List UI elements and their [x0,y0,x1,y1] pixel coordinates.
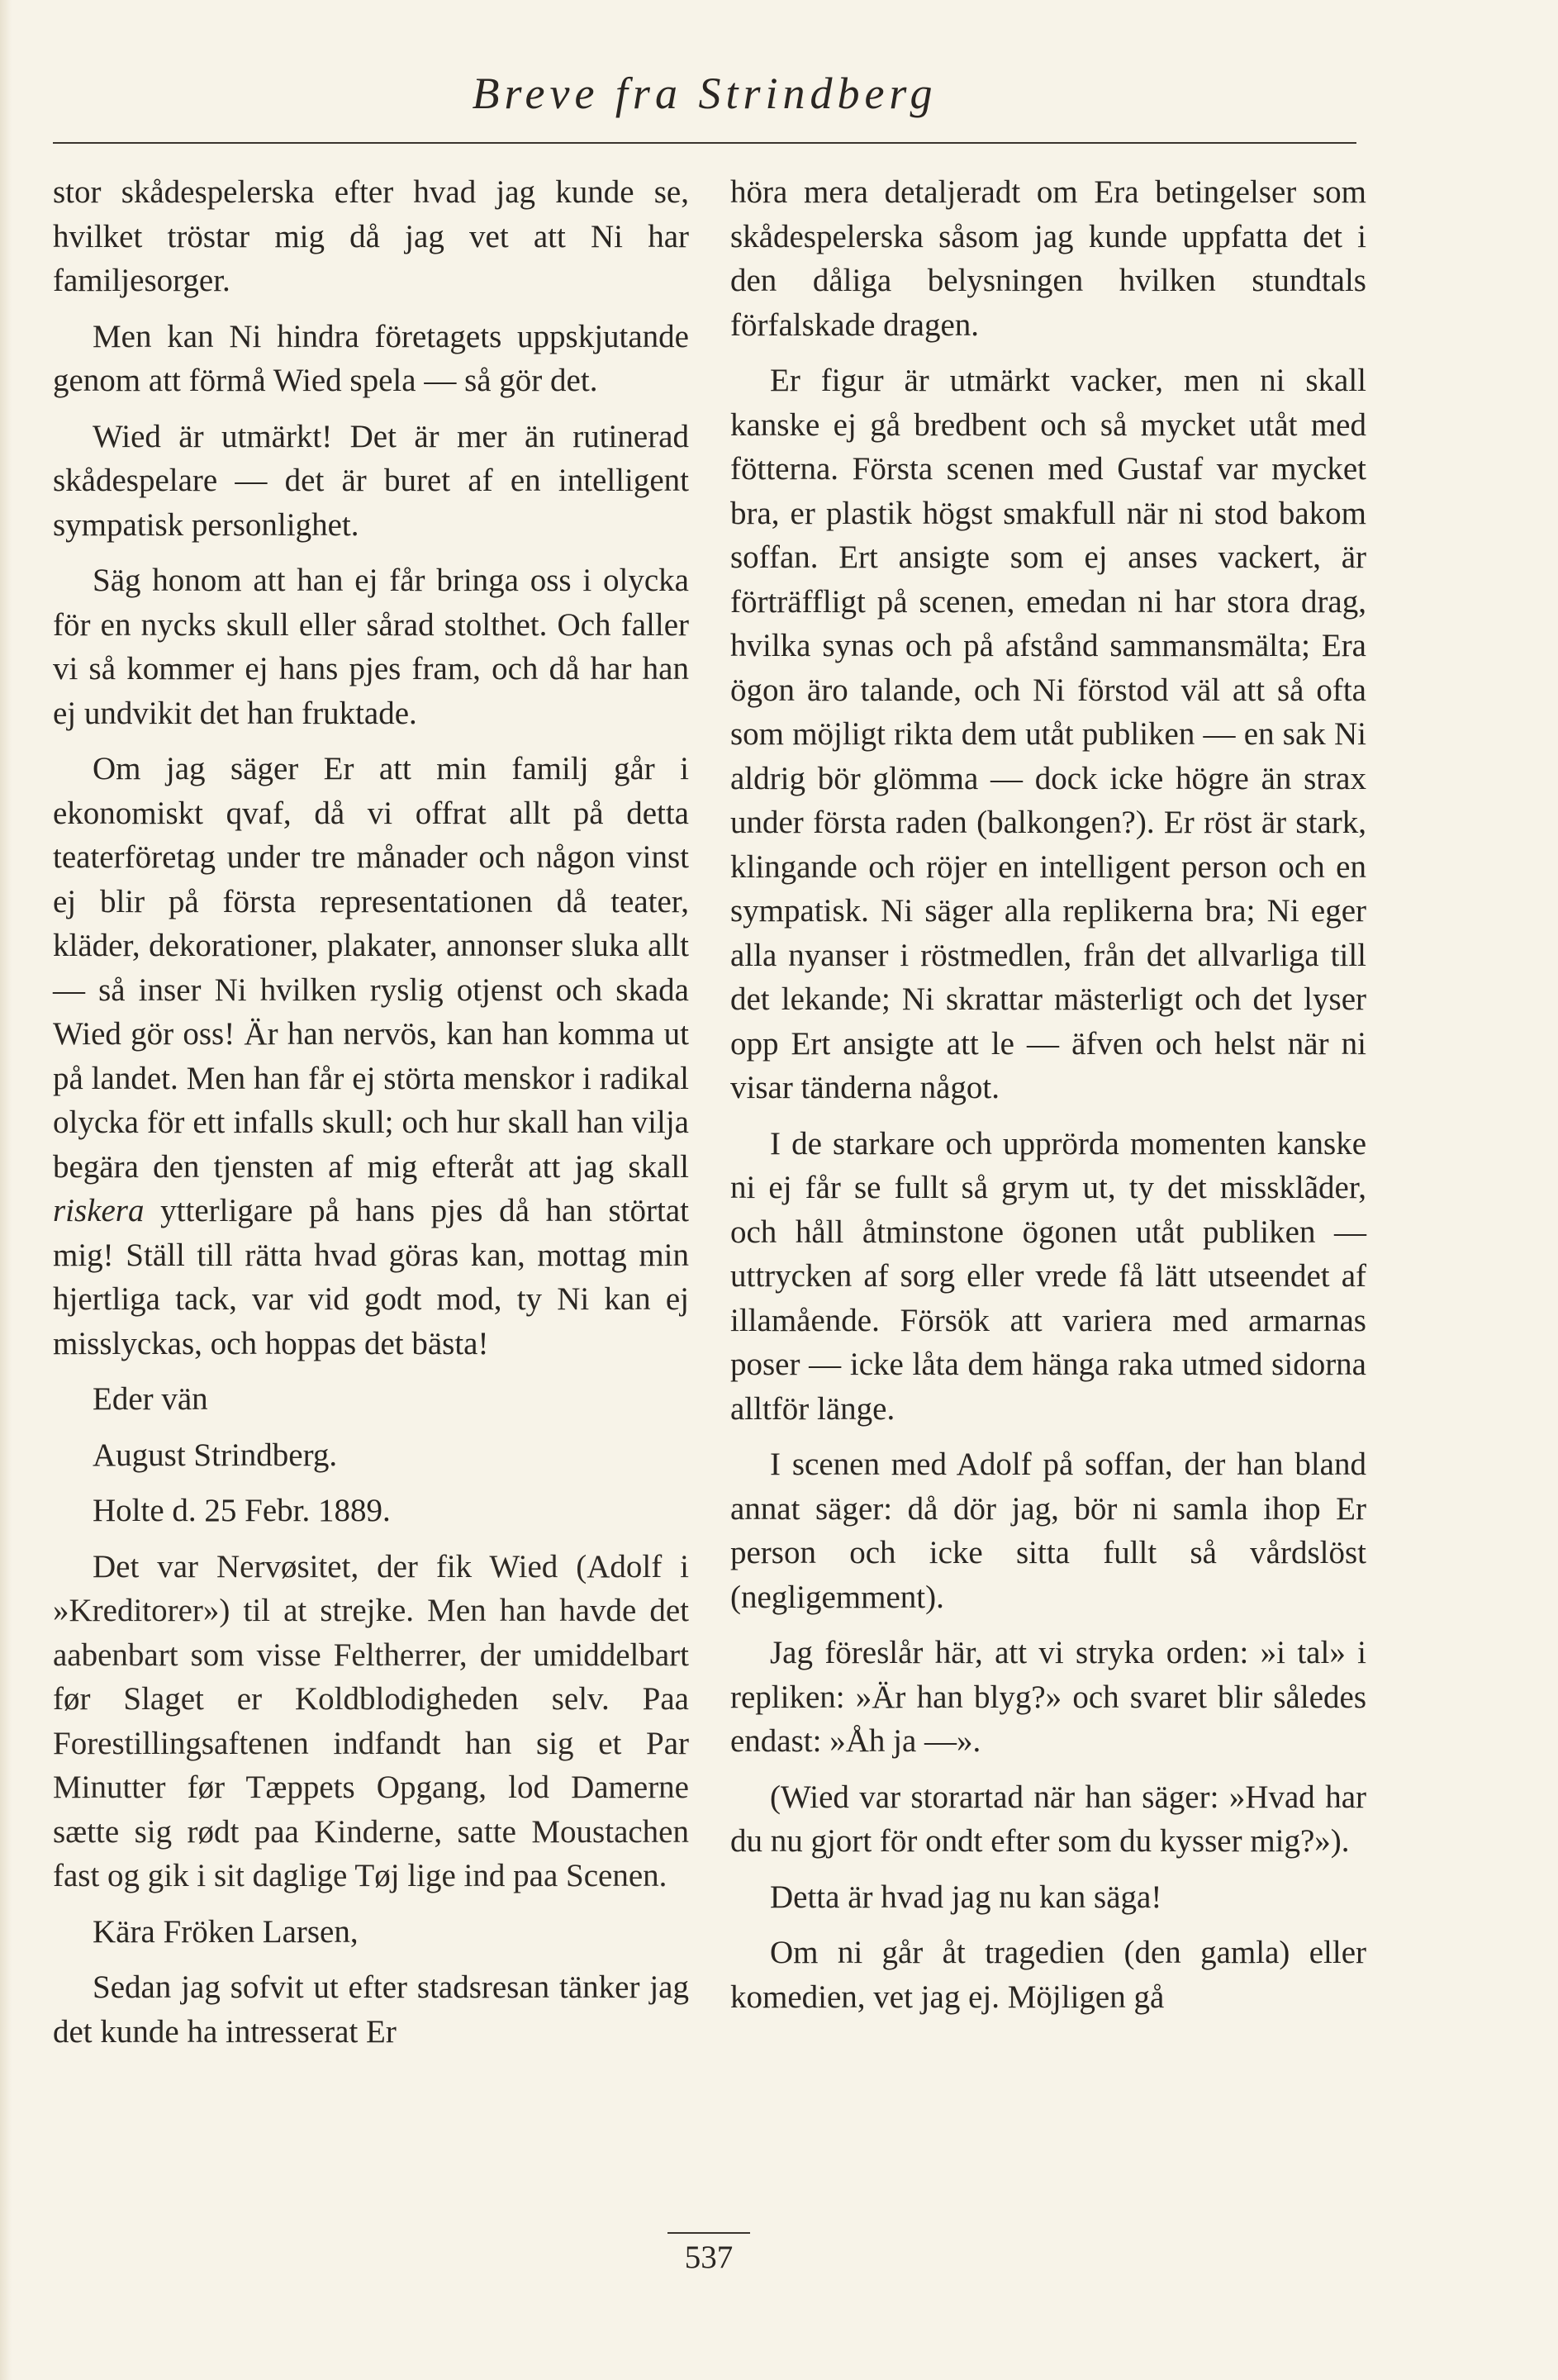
header-rule [53,142,1356,144]
signature-closing: Eder vän [93,1381,208,1417]
paragraph: Sedan jag sofvit ut efter stadsresan tänker jag det kunde ha intresserat Er [53,1969,689,2050]
page-edge-shadow [0,0,12,2380]
paragraph: Wied är utmärkt! Det är mer än rutinerad skådespelare — det är buret af en intelligent sympatisk personlighet. [53,418,689,543]
running-header: Breve fra Strindberg [472,69,938,118]
paragraph-text: Om jag säger Er att min familj går i ekonomiskt qvaf, då vi offrat allt på detta teaterföretag under tre månader och någon vinst ej blir på första representationen då teater, kläder, dekorationer, plakater, annonser sluka allt — så inser Ni hvilken ryslig otjenst och skada Wied gör oss! Är han nervös, kan han komma ut på landet. Men han får ej störta menskor i radikal olycka för ett infalls skull; och hur skall han vilja begära den tjensten af mig efteråt att jag skall [53,751,689,1185]
signature-name: August Strindberg. [93,1437,338,1473]
paragraph: Jag föreslår här, att vi stryka orden: »i tal» i repliken: »Är han blyg?» och svaret blir således endast: »Åh ja —». [730,1635,1366,1759]
right-column [730,170,1366,2031]
emphasized-word: riskera [53,1193,145,1228]
page-number-rule [667,2232,750,2234]
left-column [53,170,689,2065]
paragraph: Detta är hvad jag nu kan säga! [770,1879,1162,1915]
salutation: Kära Fröken Larsen, [93,1913,359,1950]
paragraph: Men kan Ni hindra företagets uppskjutande genom att förmå Wied spela — så gör det. [53,318,689,398]
paragraph: I scenen med Adolf på soffan, der han bland annat säger: då dör jag, bör ni samla ihop Er person och icke sitta fullt så vårdslöst (negligemment). [730,1447,1366,1615]
page-number: 537 [684,2240,734,2275]
paragraph: I de starkare och upprörda momenten kanske ni ej får se fullt så grym ut, ty det missklãder, och håll åtminstone ögonen utåt publiken — uttrycken af sorg eller vrede få lätt utseendet af illamående. Försök att variera med armarnas poser — icke låta dem hänga raka utmed sidorna alltför länge. [730,1125,1366,1427]
signature-date: Holte d. 25 Febr. 1889. [93,1493,391,1528]
paragraph: Er figur är utmärkt vacker, men ni skall kanske ej gå bredbent och så mycket utåt med fötterna. Första scenen med Gustaf var mycket bra, er plastik högst smakfull när ni stod bakom soffan. Ert ansigte som ej anses vackert, är förträffligt på scenen, emedan ni har stora drag, hvilka synas och på afstånd sammansmälta; Era ögon äro talande, och Ni förstod väl att så ofta som möjligt rikta dem utåt publiken — en sak Ni aldrig bör glömma — dock icke högre än strax under första raden (balkongen?). Er röst är stark, klingande och röjer en intelligent person och en sympatisk. Ni säger alla replikerna bra; Ni eger alla nyanser i röstmedlen, från det allvarliga till det lekande; Ni skrattar mästerligt och det lyser opp Ert ansigte att le — äfven och helst när ni visar tänderna något. [730,363,1366,1105]
paragraph: höra mera detaljeradt om Era betingelser som skådespelerska såsom jag kunde uppfatta det i den dåliga belysningen hvilken stundtals förfalskade dragen. [730,174,1366,343]
footnote: Det var Nervøsitet, der fik Wied (Adolf i »Kreditorer») til at strejke. Men han havde det aabenbart som visse Feltherrer, der umiddelbart før Slaget er Koldblodigheden selv. Paa Forestillingsaftenen indfandt han sig et Par Minutter før Tæppets Opgang, lod Damerne sætte sig rødt paa Kinderne, satte Moustachen fast og gik i sit daglige Tøj lige ind paa Scenen. [53,1548,689,1893]
paragraph: stor skådespelerska efter hvad jag kunde se, hvilket tröstar mig då jag vet att Ni har familjesorger. [53,174,689,298]
paragraph: Om ni går åt tragedien (den gamla) eller komedien, vet jag ej. Möjligen gå [730,1935,1366,2015]
paragraph-with-emphasis [53,747,689,1366]
paragraph: (Wied var storartad när han säger: »Hvad har du nu gjort för ondt efter som du kysser mig?»). [730,1779,1366,1859]
paragraph: Säg honom att han ej får bringa oss i olycka för en nycks skull eller sårad stolthet. Och faller vi så kommer ej hans pjes fram, och då har han ej undvikit det han fruktade. [53,563,689,731]
paragraph-text-tail: ytterligare på hans pjes då han störtat mig! Ställ till rätta hvad göras kan, mottag min hjertliga tack, var vid godt mod, ty Ni kan ej misslyckas, och hoppas det bästa! [53,1193,690,1361]
